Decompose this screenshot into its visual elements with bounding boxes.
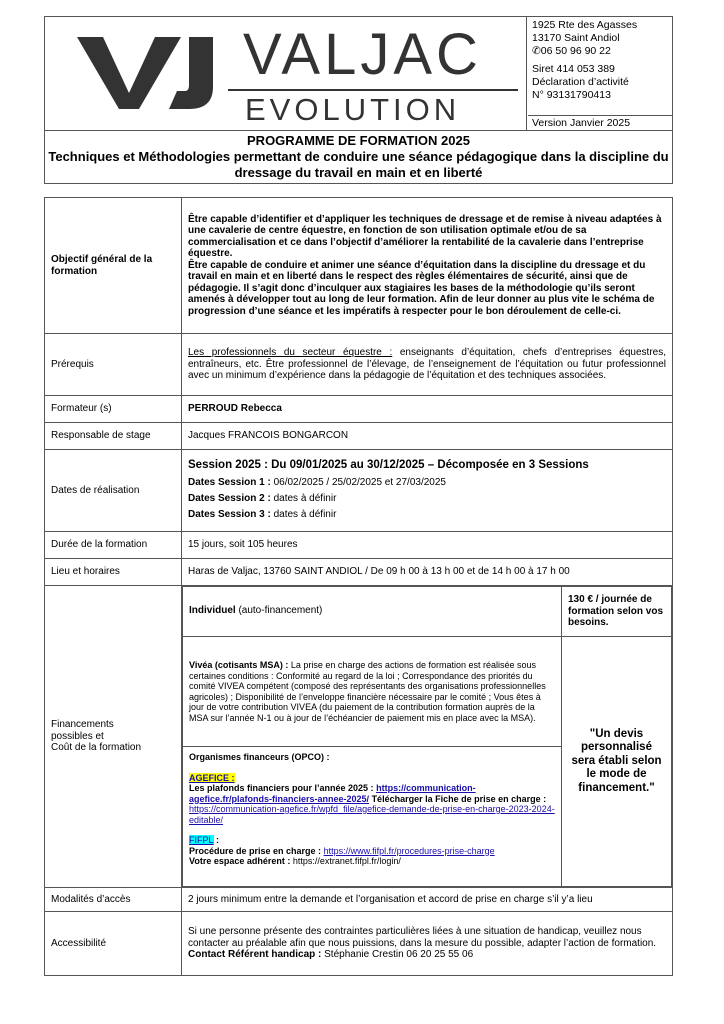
program-table <box>44 197 673 976</box>
row-responsable <box>45 423 673 450</box>
financement-label: Financements possibles et Coût de la formation <box>45 586 182 888</box>
siret-number: Siret 414 053 389 <box>532 63 615 75</box>
responsable-label: Responsable de stage <box>45 423 182 450</box>
session-2: Dates Session 2 : dates à définir <box>188 493 337 504</box>
session-3: Dates Session 3 : dates à définir <box>188 509 337 520</box>
logo <box>45 17 527 130</box>
company-address <box>528 17 673 104</box>
dates-value <box>182 450 673 532</box>
modalites-label: Modalités d’accès <box>45 888 182 912</box>
phone-number: ✆06 50 96 90 22 <box>532 45 611 57</box>
logo-name: VALJAC <box>243 22 482 87</box>
vivea-cell: Vivéa (cotisants MSA) : La prise en charge des actions de formation est réalisée sous certaines conditions : Conformité au regard de la loi ; Correspondance des priorités du comité VIVEA compétent (composé des représentants des organisations professionnelles agricoles) ; Disponibilité de l’enveloppe financière nécessaire par le comité ; Vous êtes à jour de votre contribution VIVEA (du paiement de la contribution formation auprès de la MSA sur l’année N-1 ou à jour de l’échéancier de paiement mis en place avec la MSA). <box>183 637 562 747</box>
address-line2: 13170 Saint Andiol <box>532 32 620 44</box>
program-title-line2: Techniques et Méthodologies permettant de conduire une séance pédagogique dans la discipline du dressage du travail en main et en liberté <box>48 149 669 180</box>
plafonds-link[interactable]: https://communication-agefice.fr/plafonds-financiers-annee-2025/ <box>189 783 476 804</box>
row-accessibilite <box>45 912 673 976</box>
row-financement <box>45 586 673 888</box>
fiche-link[interactable]: https://communication-agefice.fr/wpfd_file/agefice-demande-de-prise-en-charge-2023-2024-editable/ <box>189 804 555 825</box>
version-label: Version Janvier 2025 <box>528 115 673 130</box>
fifpl-label: FIFPL <box>189 835 214 845</box>
vj-logo-mark <box>77 35 227 111</box>
individuel-cell: Individuel (auto-financement) <box>183 587 562 637</box>
row-objectif <box>45 198 673 334</box>
formateur-value: PERROUD Rebecca <box>182 396 673 423</box>
logo-divider <box>228 89 518 91</box>
accessibilite-label: Accessibilité <box>45 912 182 976</box>
objectif-label: Objectif général de la formation <box>45 198 182 334</box>
espace-link: https://extranet.fifpl.fr/login/ <box>290 856 401 866</box>
procedure-link[interactable]: https://www.fifpl.fr/procedures-prise-charge <box>323 845 495 856</box>
opco-cell: Organismes financeurs (OPCO) : AGEFICE : Les plafonds financiers pour l’année 2025 : https://communication-agefice.fr/plafonds-financiers-annee-2025/ Télécharger la Fiche de prise en charge : https://communication-agefice.fr/wpfd_file/agefice-demande-de-prise-en-charge-2023-2024-editable/ FIFPL : Procédure de prise en charge : https://www.fifpl.fr/procedures-prise-charge Votre espace adhérent : https://extranet.fifpl.fr/login/ <box>183 747 562 887</box>
declaration-label: Déclaration d’activité <box>532 76 629 88</box>
financement-table <box>182 586 672 887</box>
program-title <box>45 130 672 184</box>
price-cell: 130 € / journée de formation selon vos besoins. <box>562 587 672 637</box>
program-title-line1: PROGRAMME DE FORMATION 2025 <box>247 133 470 148</box>
duree-value: 15 jours, soit 105 heures <box>182 532 673 559</box>
prerequis-lead: Les professionnels du secteur équestre : <box>188 347 393 359</box>
financement-value <box>182 586 673 888</box>
objectif-p1: Être capable d’identifier et d’appliquer les techniques de dressage et de remise à niveau adaptées à une cavalerie de centre équestre, en fonction de son utilisation optimale et/ou de sa commercialisation et ce dans l’objectif d’améliorer la rentabilité de la cavalerie dans l’entreprise équestre. <box>188 213 662 260</box>
row-dates <box>45 450 673 532</box>
dates-label: Dates de réalisation <box>45 450 182 532</box>
objectif-value <box>182 198 673 334</box>
row-formateur <box>45 396 673 423</box>
session-1: Dates Session 1 : 06/02/2025 / 25/02/2025 et 27/03/2025 <box>188 477 446 488</box>
accessibilite-value: Si une personne présente des contraintes particulières liées à une situation de handicap, veuillez nous contacter au préalable afin que nous puissions, dans la mesure du possible, adapter l’action de formation. Contact Référent handicap : Stéphanie Crestin 06 20 25 55 06 <box>182 912 673 976</box>
opco-title: Organismes financeurs (OPCO) : <box>189 752 330 762</box>
row-duree <box>45 532 673 559</box>
prerequis-value <box>182 334 673 396</box>
logo-subtitle: EVOLUTION <box>245 92 461 127</box>
prerequis-text: enseignants d’équitation, chefs d’entreprises équestres, entraîneurs, etc. Être professionnel de l’élevage, de l’enseignement de l’équitation ou futur professionnel avec un minimum d’expérience dans la pédagogie de l’équitation et des techniques associées. <box>188 347 666 382</box>
address-line1: 1925 Rte des Agasses <box>532 19 638 31</box>
modalites-value: 2 jours minimum entre la demande et l’organisation et accord de prise en charge s’il y’a lieu <box>182 888 673 912</box>
objectif-p2: Être capable de conduire et animer une séance d’équitation dans la discipline du dressage et du travail en main et en liberté dans le respect des règles élémentaires de sécurité, ainsi que de pédagogie. Il s’agit donc d’inculquer aux stagiaires les bases de la méthodologie qu’ils seront amenés à développer tout au long de leur formation. Afin de leur donner au plus vite le schéma de progression d’une séance et les impératifs à respecter pour le bon déroulement de celle-ci. <box>188 259 655 317</box>
declaration-number: N° 93131790413 <box>532 89 611 101</box>
duree-label: Durée de la formation <box>45 532 182 559</box>
prerequis-label: Prérequis <box>45 334 182 396</box>
session-summary: Session 2025 : Du 09/01/2025 au 30/12/2025 – Décomposée en 3 Sessions <box>188 459 589 471</box>
devis-cell: "Un devis personnalisé sera établi selon le mode de financement." <box>562 637 672 887</box>
formateur-label: Formateur (s) <box>45 396 182 423</box>
responsable-value: Jacques FRANCOIS BONGARCON <box>182 423 673 450</box>
row-modalites <box>45 888 673 912</box>
lieu-value: Haras de Valjac, 13760 SAINT ANDIOL / De 09 h 00 à 13 h 00 et de 14 h 00 à 17 h 00 <box>182 559 673 586</box>
lieu-label: Lieu et horaires <box>45 559 182 586</box>
document-header <box>44 16 673 184</box>
row-lieu <box>45 559 673 586</box>
row-prerequis <box>45 334 673 396</box>
agefice-label: AGEFICE : <box>189 772 235 783</box>
